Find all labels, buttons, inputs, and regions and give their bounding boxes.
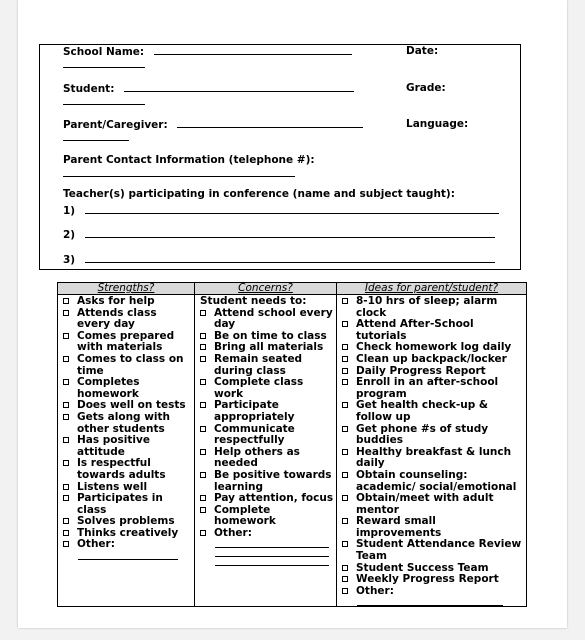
idea-item-label: Weekly Progress Report [356, 573, 499, 586]
idea-item-label: Other: [356, 584, 394, 597]
strength-item [60, 435, 192, 458]
teacher-row-1 [63, 204, 499, 217]
checkbox-icon[interactable] [63, 402, 69, 408]
idea-item [339, 319, 524, 342]
idea-item-label: Daily Progress Report [356, 364, 486, 377]
school-name-label: School Name: [63, 46, 145, 58]
checkbox-icon[interactable] [342, 298, 348, 304]
strength-item [60, 458, 192, 481]
checkbox-icon[interactable] [200, 530, 206, 536]
strength-item-label: Does well on tests [77, 399, 186, 412]
strength-item-label: Listens well [77, 480, 148, 493]
checkbox-icon[interactable] [63, 460, 69, 466]
concern-item-label: Pay attention, focus [214, 492, 334, 505]
strength-item [60, 308, 192, 331]
checkbox-icon[interactable] [342, 356, 348, 362]
ideas-column [337, 295, 527, 607]
strength-item-label: Attends class every day [77, 306, 157, 331]
concern-item-label: Complete class work [214, 376, 304, 400]
checkbox-icon[interactable] [63, 333, 69, 339]
checkbox-icon[interactable] [342, 588, 348, 594]
concern-item-label: Communicate respectfully [214, 422, 295, 447]
checkbox-icon[interactable] [63, 541, 69, 547]
strengths-other-field[interactable] [78, 551, 178, 560]
checkbox-icon[interactable] [200, 472, 206, 478]
student-field-continuation[interactable] [63, 95, 145, 108]
contact-label: Parent Contact Information (telephone #): [63, 154, 315, 166]
date-label: Date: [406, 45, 439, 57]
checkbox-icon[interactable] [200, 344, 206, 350]
contact-field[interactable] [63, 167, 295, 180]
concerns-column [195, 295, 337, 607]
checkbox-icon[interactable] [342, 576, 348, 582]
student-label: Student: [63, 83, 115, 95]
checkbox-icon[interactable] [342, 565, 348, 571]
idea-item [339, 586, 524, 598]
checkbox-icon[interactable] [342, 426, 348, 432]
strength-item-label: Is respectful towards adults [77, 457, 166, 481]
checkbox-icon[interactable] [63, 356, 69, 362]
checkbox-icon[interactable] [200, 310, 206, 316]
concern-item [197, 447, 334, 470]
ideas-other-field[interactable] [357, 597, 503, 606]
concern-item [197, 308, 334, 331]
concern-item-label: Be on time to class [214, 329, 327, 342]
checkbox-icon[interactable] [63, 518, 69, 524]
concern-item [197, 377, 334, 400]
checkbox-icon[interactable] [342, 449, 348, 455]
idea-item [339, 516, 524, 539]
checkbox-icon[interactable] [63, 530, 69, 536]
teacher-field-2[interactable] [85, 228, 495, 238]
parent-field-continuation[interactable] [63, 131, 129, 144]
concern-item-label: Remain seated during class [214, 352, 303, 377]
checkbox-icon[interactable] [342, 402, 348, 408]
checkbox-icon[interactable] [342, 368, 348, 374]
idea-item-label: Reward small improvements [356, 515, 442, 539]
idea-item [339, 447, 524, 470]
strength-item-label: Thinks creatively [77, 526, 179, 539]
checkbox-icon[interactable] [342, 379, 348, 385]
strength-item-label: Other: [77, 538, 115, 551]
idea-item [339, 400, 524, 423]
student-field[interactable] [124, 82, 354, 92]
strength-item [60, 354, 192, 377]
strength-item-label: Asks for help [77, 295, 155, 307]
teacher-number-2: 2) [63, 229, 76, 241]
checkbox-icon[interactable] [200, 402, 206, 408]
concern-item-label: Attend school every day [214, 306, 333, 331]
checkbox-icon[interactable] [200, 333, 206, 339]
checkbox-icon[interactable] [63, 298, 69, 304]
idea-item [339, 539, 524, 562]
strength-item [60, 493, 192, 516]
checkbox-icon[interactable] [63, 437, 69, 443]
concern-item [197, 400, 334, 423]
concern-item-label: Bring all materials [214, 341, 324, 354]
idea-item-label: Check homework log daily [356, 341, 512, 354]
school-name-field-continuation[interactable] [63, 58, 145, 71]
strength-item [60, 331, 192, 354]
idea-item-label: Obtain counseling: academic/ social/emotional [356, 468, 517, 493]
checkbox-icon[interactable] [200, 379, 206, 385]
checkbox-icon[interactable] [342, 541, 348, 547]
checkbox-icon[interactable] [342, 321, 348, 327]
strength-item-label: Solves problems [77, 515, 175, 528]
checkbox-icon[interactable] [63, 414, 69, 420]
concern-item-label: Participate appropriately [214, 399, 295, 423]
teacher-number-1: 1) [63, 205, 76, 217]
concern-item [197, 354, 334, 377]
strength-item-label: Comes to class on time [77, 352, 184, 377]
teacher-number-3: 3) [63, 254, 76, 266]
student-row [63, 82, 354, 95]
concerns-list [197, 308, 334, 540]
parent-row [63, 118, 363, 131]
checkbox-icon[interactable] [342, 472, 348, 478]
ideas-header: Ideas for parent/student? [337, 283, 527, 295]
concern-item-label: Help others as needed [214, 445, 300, 470]
concern-item [197, 528, 334, 540]
strengths-list [60, 296, 192, 551]
ideas-list [339, 296, 524, 597]
school-name-row [63, 45, 352, 58]
checkbox-icon[interactable] [200, 356, 206, 362]
idea-item [339, 296, 524, 319]
checkbox-icon[interactable] [342, 344, 348, 350]
idea-item-label: Student Success Team [356, 561, 489, 574]
checkbox-icon[interactable] [342, 495, 348, 501]
idea-item [339, 377, 524, 400]
concern-item-label: Be positive towards learning [214, 468, 332, 493]
concern-item-label: Complete homework [214, 503, 276, 528]
concerns-other-field-1[interactable] [215, 539, 329, 548]
idea-item-label: Clean up backpack/locker [356, 352, 507, 365]
idea-item-label: Attend After-School tutorials [356, 318, 474, 342]
conference-info-box [39, 44, 521, 270]
checkbox-icon[interactable] [63, 310, 69, 316]
concerns-other-field-2[interactable] [215, 548, 329, 557]
checkbox-icon[interactable] [342, 518, 348, 524]
checkbox-icon[interactable] [200, 449, 206, 455]
concern-item [197, 505, 334, 528]
idea-item [339, 470, 524, 493]
idea-item [339, 493, 524, 516]
concern-item [197, 424, 334, 447]
strength-item-label: Completes homework [77, 376, 140, 400]
teacher-field-3[interactable] [85, 253, 495, 263]
strength-item [60, 377, 192, 400]
idea-item-label: Student Attendance Review Team [356, 538, 522, 563]
teacher-field-1[interactable] [85, 204, 499, 214]
conference-checklist-table [57, 282, 527, 607]
concerns-header: Concerns? [195, 283, 337, 295]
parent-field[interactable] [177, 118, 363, 128]
checkbox-icon[interactable] [200, 495, 206, 501]
strength-item-label: Has positive attitude [77, 434, 150, 458]
idea-item-label: 8-10 hrs of sleep; alarm clock [356, 295, 498, 319]
strength-item [60, 412, 192, 435]
idea-item-label: Obtain/meet with adult mentor [356, 492, 494, 516]
concern-item-label: Other: [214, 526, 252, 539]
teacher-row-2 [63, 228, 495, 241]
concerns-intro: Student needs to: [200, 295, 307, 307]
teachers-label: Teacher(s) participating in conference (name and subject taught): [63, 188, 455, 200]
idea-item [339, 424, 524, 447]
school-name-field[interactable] [154, 45, 352, 55]
strength-item-label: Comes prepared with materials [77, 329, 175, 354]
teacher-row-3 [63, 253, 495, 266]
idea-item-label: Get phone #s of study buddies [356, 422, 489, 447]
language-label: Language: [406, 118, 469, 130]
idea-item-label: Get health check-up & follow up [356, 399, 489, 423]
checkbox-icon[interactable] [63, 495, 69, 501]
checkbox-icon[interactable] [63, 379, 69, 385]
strength-item [60, 539, 192, 551]
checkbox-icon[interactable] [200, 507, 206, 513]
strength-item-label: Participates in class [77, 492, 163, 516]
grade-label: Grade: [406, 82, 446, 94]
checkbox-icon[interactable] [200, 426, 206, 432]
checkbox-icon[interactable] [63, 484, 69, 490]
strengths-header: Strengths? [58, 283, 195, 295]
idea-item-label: Healthy breakfast & lunch daily [356, 445, 512, 470]
strength-item-label: Gets along with other students [77, 410, 171, 435]
concerns-other-field-3[interactable] [215, 557, 329, 566]
concern-item [197, 470, 334, 493]
parent-label: Parent/Caregiver: [63, 119, 168, 131]
strengths-column [58, 295, 195, 607]
idea-item-label: Enroll in an after-school program [356, 376, 499, 400]
